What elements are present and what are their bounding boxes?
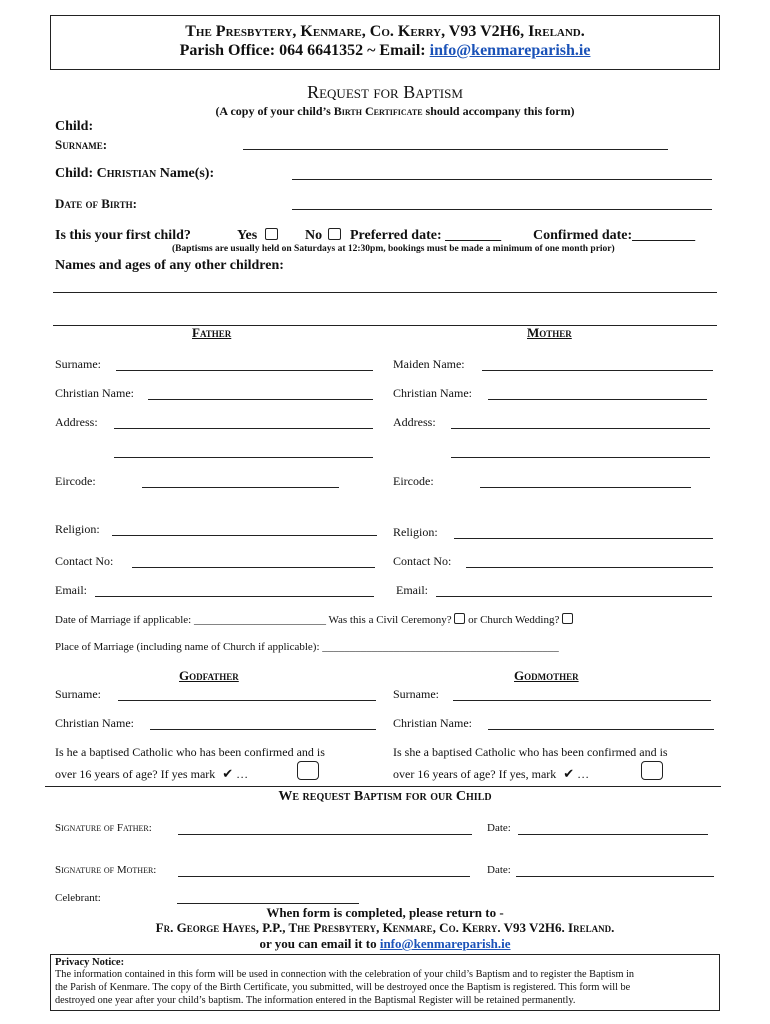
mother-address-field-1[interactable] (451, 428, 710, 429)
divider (45, 786, 721, 787)
footer-email-link[interactable]: info@kenmareparish.ie (379, 936, 511, 951)
mother-eircode-field[interactable] (480, 487, 691, 488)
godfather-question-2 (55, 767, 248, 782)
subtitle-part: should accompany this form) (422, 104, 575, 118)
marriage-place-line[interactable]: Place of Marriage (including name of Church if applicable): ___________________________________________ (55, 641, 559, 653)
godmother-christian-label: Christian Name: (393, 716, 472, 730)
father-email-field[interactable] (95, 596, 374, 597)
baptism-note: (Baptisms are usually held on Saturdays at 12:30pm, bookings must be made a minimum of one month prior) (172, 244, 615, 254)
godmother-christian-field[interactable] (488, 729, 714, 730)
label-part: Christian (96, 166, 157, 181)
surname-label: Surname: (55, 137, 108, 152)
father-religion-label: Religion: (55, 522, 100, 536)
marriage-date-label: Date of Marriage if applicable: ________________________ Was this a Civil Ceremony? (55, 614, 452, 626)
return-address: Fr. George Hayes, P.P., The Presbytery, Kenmare, Co. Kerry. V93 V2H6. Ireland. (155, 920, 615, 935)
request-heading: We request Baptism for our Child (278, 789, 492, 804)
mother-christian-field[interactable] (488, 399, 707, 400)
parish-office-text: Parish Office: 064 6641352 ~ Email: (179, 42, 430, 59)
dob-field[interactable] (292, 209, 712, 210)
return-line: When form is completed, please return to - (266, 905, 504, 920)
father-surname-label: Surname: (55, 357, 101, 371)
parish-address: The Presbytery, Kenmare, Co. Kerry, V93 V2H6, Ireland. (185, 23, 585, 40)
mother-maiden-field[interactable] (482, 370, 713, 371)
mother-religion-label: Religion: (393, 525, 438, 539)
privacy-line-1: The information contained in this form will be used in connection with the celebration of your child’s Baptism and to register the Baptism in (55, 969, 635, 980)
subtitle-part: Birth Certificate (333, 104, 423, 118)
church-wedding-checkbox[interactable] (562, 613, 573, 624)
godmother-heading: Godmother (514, 668, 579, 683)
check-icon: ✔ (222, 767, 234, 782)
form-title: Request for Baptism (307, 82, 463, 102)
godfather-heading: Godfather (179, 668, 239, 683)
celebrant-field[interactable] (177, 903, 359, 904)
label-part: Child: (55, 166, 97, 181)
yes-option[interactable] (237, 228, 278, 244)
yes-checkbox[interactable] (265, 228, 278, 240)
child-christian-names-field[interactable] (292, 179, 712, 180)
church-wedding-label: or Church Wedding? (468, 614, 560, 626)
father-religion-field[interactable] (112, 535, 377, 536)
father-surname-field[interactable] (116, 370, 373, 371)
father-address-field-2[interactable] (114, 457, 373, 458)
father-eircode-label: Eircode: (55, 474, 96, 488)
godmother-question-1: Is she a baptised Catholic who has been confirmed and is (393, 745, 668, 759)
other-children-label: Names and ages of any other children: (55, 258, 284, 273)
parish-office-line (0, 42, 770, 60)
preferred-date-field[interactable]: Preferred date: ________ (350, 228, 502, 243)
godmother-question-2 (393, 767, 589, 782)
dob-label: Date of Birth: (55, 196, 137, 211)
godfather-christian-label: Christian Name: (55, 716, 134, 730)
godfather-surname-label: Surname: (55, 687, 101, 701)
mother-address-label: Address: (393, 415, 436, 429)
subtitle-part: (A copy of your child’s (215, 104, 334, 118)
godmother-confirmed-checkbox[interactable] (641, 761, 663, 780)
father-address-label: Address: (55, 415, 98, 429)
godfather-confirmed-checkbox[interactable] (297, 761, 319, 780)
mother-email-label: Email: (396, 583, 428, 597)
mother-signature-field[interactable] (178, 876, 470, 877)
date-label-1: Date: (487, 822, 511, 834)
father-date-field[interactable] (518, 834, 708, 835)
father-contact-field[interactable] (132, 567, 375, 568)
godfather-surname-field[interactable] (118, 700, 376, 701)
child-label: Child: (55, 119, 94, 134)
mother-date-field[interactable] (516, 876, 714, 877)
godmother-surname-label: Surname: (393, 687, 439, 701)
father-heading: Father (192, 325, 232, 340)
privacy-title: Privacy Notice: (55, 957, 125, 968)
mother-email-field[interactable] (436, 596, 712, 597)
mother-contact-label: Contact No: (393, 554, 452, 568)
mother-address-field-2[interactable] (451, 457, 710, 458)
other-children-field-1[interactable] (53, 292, 717, 293)
privacy-line-2: the Parish of Kenmare. The copy of the Birth Certificate, you submitted, will be destroyed once the Baptism is registered. This form will be (55, 982, 631, 993)
father-contact-label: Contact No: (55, 554, 114, 568)
godfather-question-text: over 16 years of age? If yes mark (55, 767, 216, 781)
christian-names-label (55, 166, 214, 182)
privacy-line-3: destroyed one year after your child’s baptism. The information entered in the Baptismal Register will be retained permanently. (55, 995, 576, 1006)
father-address-field-1[interactable] (114, 428, 373, 429)
father-christian-label: Christian Name: (55, 386, 134, 400)
father-signature-label: Signature of Father: (55, 822, 152, 834)
mother-heading: Mother (527, 325, 572, 340)
footer-email-line (0, 936, 770, 952)
ellipsis: … (577, 767, 590, 781)
father-email-label: Email: (55, 583, 87, 597)
mother-eircode-label: Eircode: (393, 474, 434, 488)
date-label-2: Date: (487, 864, 511, 876)
label-part: Name(s): (156, 166, 215, 181)
father-eircode-field[interactable] (142, 487, 339, 488)
first-child-question: Is this your first child? (55, 228, 191, 243)
no-label: No (305, 228, 323, 243)
godmother-question-text: over 16 years of age? If yes, mark (393, 767, 557, 781)
marriage-date-line (55, 613, 573, 626)
no-option[interactable] (305, 228, 341, 244)
godfather-christian-field[interactable] (150, 729, 376, 730)
father-christian-field[interactable] (148, 399, 373, 400)
check-icon: ✔ (563, 767, 575, 782)
father-signature-field[interactable] (178, 834, 472, 835)
footer-email-prefix: or you can email it to (259, 936, 380, 951)
no-checkbox[interactable] (328, 228, 341, 240)
mother-christian-label: Christian Name: (393, 386, 472, 400)
celebrant-label: Celebrant: (55, 892, 101, 904)
civil-ceremony-checkbox[interactable] (454, 613, 465, 624)
yes-label: Yes (237, 228, 258, 243)
mother-religion-field[interactable] (454, 538, 713, 539)
mother-maiden-label: Maiden Name: (393, 357, 465, 371)
form-subtitle (0, 104, 770, 119)
godmother-surname-field[interactable] (453, 700, 711, 701)
ellipsis: … (236, 767, 249, 781)
confirmed-date-field[interactable]: Confirmed date:_________ (533, 228, 696, 243)
other-children-field-2[interactable] (53, 325, 717, 326)
parish-email-link[interactable]: info@kenmareparish.ie (429, 42, 591, 59)
child-surname-field[interactable] (243, 149, 668, 150)
mother-contact-field[interactable] (466, 567, 713, 568)
mother-signature-label: Signature of Mother: (55, 864, 157, 876)
godfather-question-1: Is he a baptised Catholic who has been confirmed and is (55, 745, 325, 759)
